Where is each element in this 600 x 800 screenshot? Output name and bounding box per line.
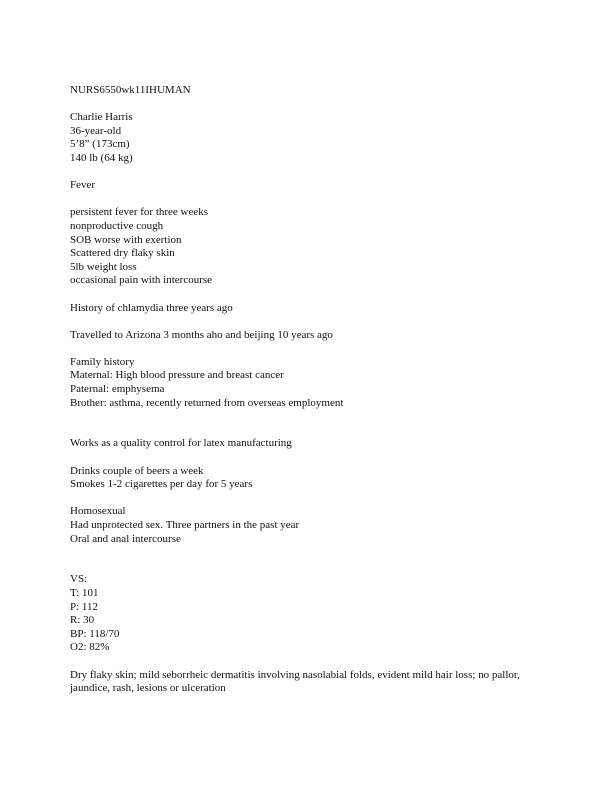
skin-exam: Dry flaky skin; mild seborrheic dermatitis involving nasolabial folds, evident mild hair loss; no pallor, jaundice, rash, lesions or ulceration — [70, 668, 523, 695]
symptom-item: Scattered dry flaky skin — [70, 247, 175, 260]
symptom-item: nonproductive cough — [70, 219, 164, 232]
vital-signs — [70, 573, 540, 655]
sexual-history-item: Had unprotected sex. Three partners in the past year — [70, 519, 300, 531]
chief-complaint: Fever — [70, 179, 96, 192]
vitals-title: VS: — [70, 573, 88, 586]
habits — [70, 465, 540, 492]
patient-height: 5’8” (173cm) — [70, 138, 130, 151]
family-history-maternal: Maternal: High blood pressure and breast cancer — [70, 369, 284, 382]
family-history-brother: Brother: asthma, recently returned from overseas employment — [70, 396, 344, 409]
patient-weight: 140 lb (64 kg) — [70, 151, 133, 164]
symptom-item: 5lb weight loss — [70, 260, 137, 273]
vitals-blood-pressure: BP: 118/70 — [70, 627, 120, 640]
occupation: Works as a quality control for latex manufacturing — [70, 437, 292, 450]
document-body — [70, 84, 540, 696]
travel-history: Travelled to Arizona 3 months aho and beijing 10 years ago — [70, 328, 333, 341]
vitals-respiration: R: 30 — [70, 614, 95, 627]
document-header: NURS6550wk11IHUMAN — [70, 84, 191, 96]
family-history — [70, 356, 540, 410]
patient-name: Charlie Harris — [70, 111, 133, 124]
vitals-pulse: P: 112 — [70, 600, 99, 613]
sexual-history — [70, 505, 540, 546]
habit-item: Drinks couple of beers a week — [70, 464, 204, 477]
sexual-history-item: Oral and anal intercourse — [70, 532, 181, 545]
symptom-item: SOB worse with exertion — [70, 233, 182, 246]
family-history-title: Family history — [70, 355, 135, 368]
family-history-paternal: Paternal: emphysema — [70, 383, 165, 396]
vitals-temperature: T: 101 — [70, 586, 99, 599]
patient-info — [70, 111, 540, 165]
medical-history: History of chlamydia three years ago — [70, 301, 233, 314]
patient-age: 36-year-old — [70, 124, 122, 137]
vitals-oxygen: O2: 82% — [70, 641, 110, 654]
symptom-item: persistent fever for three weeks — [70, 206, 209, 219]
symptom-list — [70, 206, 540, 288]
habit-item: Smokes 1-2 cigarettes per day for 5 years — [70, 478, 253, 491]
symptom-item: occasional pain with intercourse — [70, 274, 213, 287]
sexual-history-item: Homosexual — [70, 505, 126, 518]
